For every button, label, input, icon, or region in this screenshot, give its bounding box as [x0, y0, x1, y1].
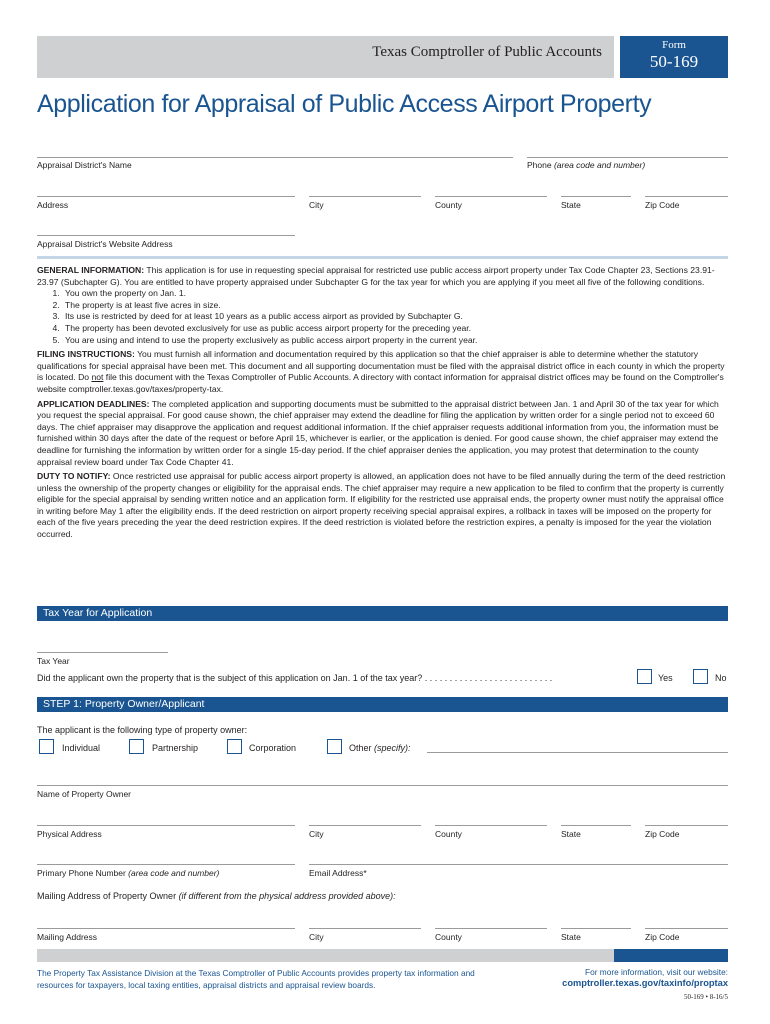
conditions-list: [37, 288, 728, 346]
footer-website-link[interactable]: comptroller.texas.gov/taxinfo/proptax: [562, 978, 728, 988]
owner-county-label: County: [435, 829, 462, 839]
district-website-input[interactable]: [37, 235, 295, 236]
other-label: [349, 743, 411, 753]
owner-phone-label: [37, 868, 219, 878]
owner-name-input[interactable]: [37, 785, 728, 786]
ownership-question: Did the applicant own the property that is the subject of this application on Jan. 1 of the tax year? . . . . . . . . . . . . . . . . . . . . . . . . . .: [37, 673, 553, 683]
filing-instructions: [37, 349, 728, 395]
filing-not: not: [91, 372, 104, 383]
form-label: Form: [662, 39, 686, 51]
owner-email-label: Email Address*: [309, 868, 367, 878]
instructions: [37, 265, 728, 544]
district-name-label: Appraisal District's Name: [37, 160, 132, 170]
district-state-label: State: [561, 200, 581, 210]
footer-description: The Property Tax Assistance Division at the Texas Comptroller of Public Accounts provides property tax information and resources for taxpayers, local taxing entities, appraisal districts and appraisal review boards.: [37, 968, 475, 990]
page-title: Application for Appraisal of Public Access Airport Property: [37, 90, 652, 118]
corporation-label: Corporation: [249, 743, 297, 753]
general-text: This application is for use in requesting special appraisal for restricted use public access airport property under Tax Code Chapter 23, Sections 23.91-23.97 (Subchapter G). You are entitled to have property appraised under Subchapter G for the tax year for which you are applying if you meet all five of the following conditions.: [37, 265, 715, 287]
physical-address-input[interactable]: [37, 825, 295, 826]
owner-zip-label: Zip Code: [645, 829, 680, 839]
district-city-input[interactable]: [309, 196, 421, 197]
mailing-city-input[interactable]: [309, 928, 421, 929]
owner-city-label: City: [309, 829, 324, 839]
condition-item: 1. You own the property on Jan. 1.: [62, 288, 728, 300]
deadlines-heading: APPLICATION DEADLINES:: [37, 398, 150, 409]
duty-text: Once restricted use appraisal for public access airport property is allowed, an application does not have to be filed annually during the term of the deed restriction unless the ownership of the property changes or eligibility for the appraisal ends. The chief appraiser may require a new application to be filed to confirm that the property is currently eligible for the special appraisal by sending written notice and an application form. If eligibility for the restricted use appraisal ends, the property owner must notify the appraisal office in writing before May 1 after the eligibility ends. If the deed restriction on airport property receiving special appraisal expires, a rollback in taxes will be imposed on the property for each of the five years preceding the year the deed restriction expires. If the deed restriction is violated before the restriction expires, a penalty is imposed for the year the violation occurred.: [37, 471, 726, 540]
other-checkbox[interactable]: [327, 739, 342, 754]
section-header-tax-year: Tax Year for Application: [37, 606, 728, 621]
mailing-state-label: State: [561, 932, 581, 942]
mailing-prompt-text: Mailing Address of Property Owner: [37, 891, 179, 901]
filing-text-2: file this document with the Texas Comptroller of Public Accounts. A directory with contact information for appraisal district offices may be found on the Comptroller's website comptroller.texas.gov/taxes/property-tax.: [37, 372, 724, 394]
physical-address-label: Physical Address: [37, 829, 102, 839]
section-header-step1: STEP 1: Property Owner/Applicant: [37, 697, 728, 712]
owner-phone-text: Primary Phone Number: [37, 868, 129, 878]
mailing-city-label: City: [309, 932, 324, 942]
owner-city-input[interactable]: [309, 825, 421, 826]
district-zip-input[interactable]: [645, 196, 728, 197]
owner-zip-input[interactable]: [645, 825, 728, 826]
form-revision-code: 50-169 • 8-16/5: [683, 993, 728, 1001]
mailing-state-input[interactable]: [561, 928, 631, 929]
owner-state-label: State: [561, 829, 581, 839]
owner-state-input[interactable]: [561, 825, 631, 826]
other-hint: (specify):: [374, 743, 411, 753]
partnership-checkbox[interactable]: [129, 739, 144, 754]
district-phone-label: [527, 160, 645, 170]
district-zip-label: Zip Code: [645, 200, 680, 210]
condition-item: 4. The property has been devoted exclusively for use as public access airport property for the preceding year.: [62, 323, 728, 335]
owner-county-input[interactable]: [435, 825, 547, 826]
district-name-input[interactable]: [37, 157, 513, 158]
individual-label: Individual: [62, 743, 101, 753]
general-heading: GENERAL INFORMATION:: [37, 265, 145, 275]
general-info: [37, 265, 728, 288]
phone-label-text: Phone: [527, 160, 552, 170]
no-label: No: [715, 673, 727, 683]
application-deadlines: [37, 399, 728, 469]
other-text: Other: [349, 743, 375, 753]
corporation-checkbox[interactable]: [227, 739, 242, 754]
mailing-address-input[interactable]: [37, 928, 295, 929]
divider: [37, 256, 728, 259]
condition-item: 5. You are using and intend to use the property exclusively as public access airport property in the current year.: [62, 335, 728, 347]
mailing-prompt: [37, 891, 396, 901]
deadlines-text: The completed application and supporting documents must be submitted to the appraisal district between Jan. 1 and April 30 of the tax year for which you request the special appraisal. For good cause shown, the chief appraiser may extend the deadline for filing the application by written order for a single period not to exceed 60 days. The chief appraiser may disapprove the application and request additional information. If the chief appraiser requests additional information from you, the information must be furnished within 30 days after the date of the request or before April 15, whichever is earlier, or the application is denied. For good cause shown, the chief appraiser may extend the deadline for furnishing the information by written order for a single 15-day period. If the chief appraiser denies the application, you may protest that determination to the county appraisal review board under Tax Code Chapter 41.: [37, 398, 719, 467]
yes-checkbox[interactable]: [637, 669, 652, 684]
owner-email-input[interactable]: [309, 864, 728, 865]
phone-hint: (area code and number): [553, 160, 646, 170]
district-website-label: Appraisal District's Website Address: [37, 239, 173, 249]
footer-website-prompt: For more information, visit our website:: [585, 967, 728, 977]
district-county-label: County: [435, 200, 462, 210]
duty-to-notify: [37, 471, 728, 541]
owner-phone-hint: (area code and number): [128, 868, 220, 878]
footer-bar: [37, 949, 614, 962]
tax-year-input[interactable]: [37, 652, 168, 653]
district-county-input[interactable]: [435, 196, 547, 197]
other-specify-input[interactable]: [427, 752, 728, 753]
tax-year-label: Tax Year: [37, 656, 70, 666]
mailing-county-input[interactable]: [435, 928, 547, 929]
agency-name: Texas Comptroller of Public Accounts: [372, 44, 602, 60]
form-number-box: [620, 36, 728, 78]
filing-heading: FILING INSTRUCTIONS:: [37, 349, 135, 360]
partnership-label: Partnership: [152, 743, 199, 753]
mailing-hint: (if different from the physical address provided above):: [178, 891, 396, 901]
mailing-zip-input[interactable]: [645, 928, 728, 929]
district-state-input[interactable]: [561, 196, 631, 197]
individual-checkbox[interactable]: [39, 739, 54, 754]
district-phone-input[interactable]: [527, 157, 728, 158]
district-city-label: City: [309, 200, 324, 210]
mailing-county-label: County: [435, 932, 462, 942]
mailing-zip-label: Zip Code: [645, 932, 680, 942]
filing-text: You must furnish all information and documentation required by this application so that the chief appraiser is able to determine whether the statutory qualifications for special appraisal have been met. This document and all supporting documentation must be filed with the appraisal district office in each county in which the property is located. Do: [37, 349, 725, 383]
condition-item: 3. Its use is restricted by deed for at least 10 years as a public access airport as provided by Subchapter G.: [62, 311, 728, 323]
owner-name-label: Name of Property Owner: [37, 789, 132, 799]
yes-label: Yes: [658, 673, 673, 683]
district-address-label: Address: [37, 200, 69, 210]
form-number: 50-169: [649, 52, 699, 71]
no-checkbox[interactable]: [693, 669, 708, 684]
footer-bar-accent: [614, 949, 728, 962]
mailing-address-label: Mailing Address: [37, 932, 98, 942]
district-address-input[interactable]: [37, 196, 295, 197]
condition-item: 2. The property is at least five acres in size.: [62, 300, 728, 312]
duty-heading: DUTY TO NOTIFY:: [37, 471, 111, 482]
owner-type-prompt: The applicant is the following type of property owner:: [37, 725, 248, 735]
owner-phone-input[interactable]: [37, 864, 295, 865]
